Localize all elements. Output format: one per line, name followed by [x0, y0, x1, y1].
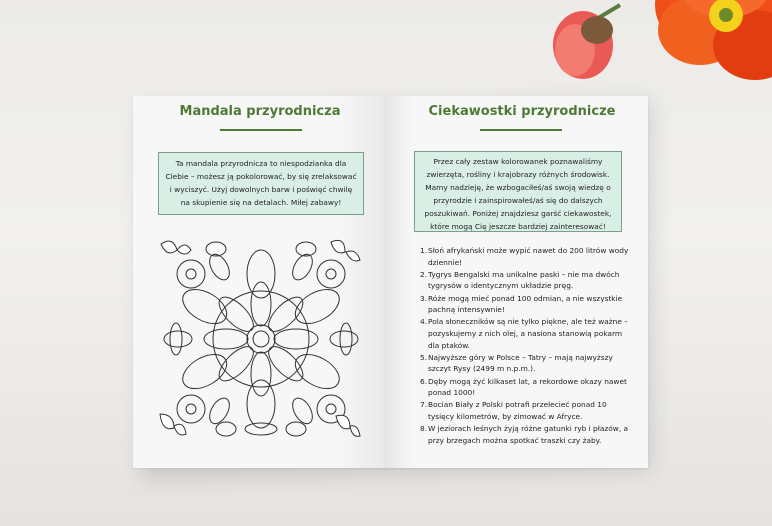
left-title-underline [220, 129, 302, 131]
right-page-title: Ciekawostki przyrodnicze [428, 104, 616, 119]
list-item: 1. Słoń afrykański może wypić nawet do 200 litrów wody dziennie! [420, 246, 629, 267]
list-item: 6. Dęby mogą żyć kilkaset lat, a rekordowe okazy nawet ponad 1000! [420, 376, 627, 398]
list-item: 8. W jeziorach leśnych żyją różne gatunki ryb i płazów, a przy brzegach można spotkać traszki czy żaby. [420, 424, 629, 445]
list-item: 2. Tygrys Bengalski ma unikalne paski – nie ma dwóch tygrysów o identycznym układzie pręg. [420, 269, 620, 291]
mandala-illustration [156, 234, 366, 444]
list-item: 3. Róże mogą mieć ponad 100 odmian, a nie wszystkie pachną intensywnie! [420, 293, 623, 315]
list-item: 7. Bocian Biały z Polski potrafi przelecieć ponad 10 tysięcy kilometrów, by zimować w Afryce. [420, 400, 607, 421]
left-page-title: Mandala przyrodnicza [179, 104, 341, 119]
facts-list [420, 245, 632, 447]
list-item: 4. Pola słoneczników są nie tylko piękne, ale też ważne – pozyskujemy z nich olej, a nasiona stanowią pokarm dla ptaków. [420, 317, 628, 350]
left-intro-box: Ta mandala przyrodnicza to niespodzianka dla Ciebie – możesz ją pokolorować, by się zrelaksować i wyciszyć. Użyj dowolnych barw i poświęć chwilę na skupienie się na detalach. Miłej zabawy! [158, 152, 364, 215]
pink-poppy-bud [545, 0, 625, 85]
list-item: 5. Najwyższe góry w Polsce – Tatry – mają najwyższy szczyt Rysy (2499 m n.p.m.). [420, 352, 613, 374]
right-intro-box: Przez cały zestaw kolorowanek poznawaliśmy zwierzęta, rośliny i krajobrazy różnych środowisk. Mamy nadzieję, że wzbogaciłeś/aś swoją wiedzę o przyrodzie i zainspirowałeś/aś się do dalszych poszukiwań. Poniżej znajdziesz garść ciekawostek, które mogą Cię jeszcze bardziej zainteresować! [414, 151, 622, 232]
right-title-underline [480, 129, 562, 131]
red-poppy-flower [640, 0, 772, 100]
